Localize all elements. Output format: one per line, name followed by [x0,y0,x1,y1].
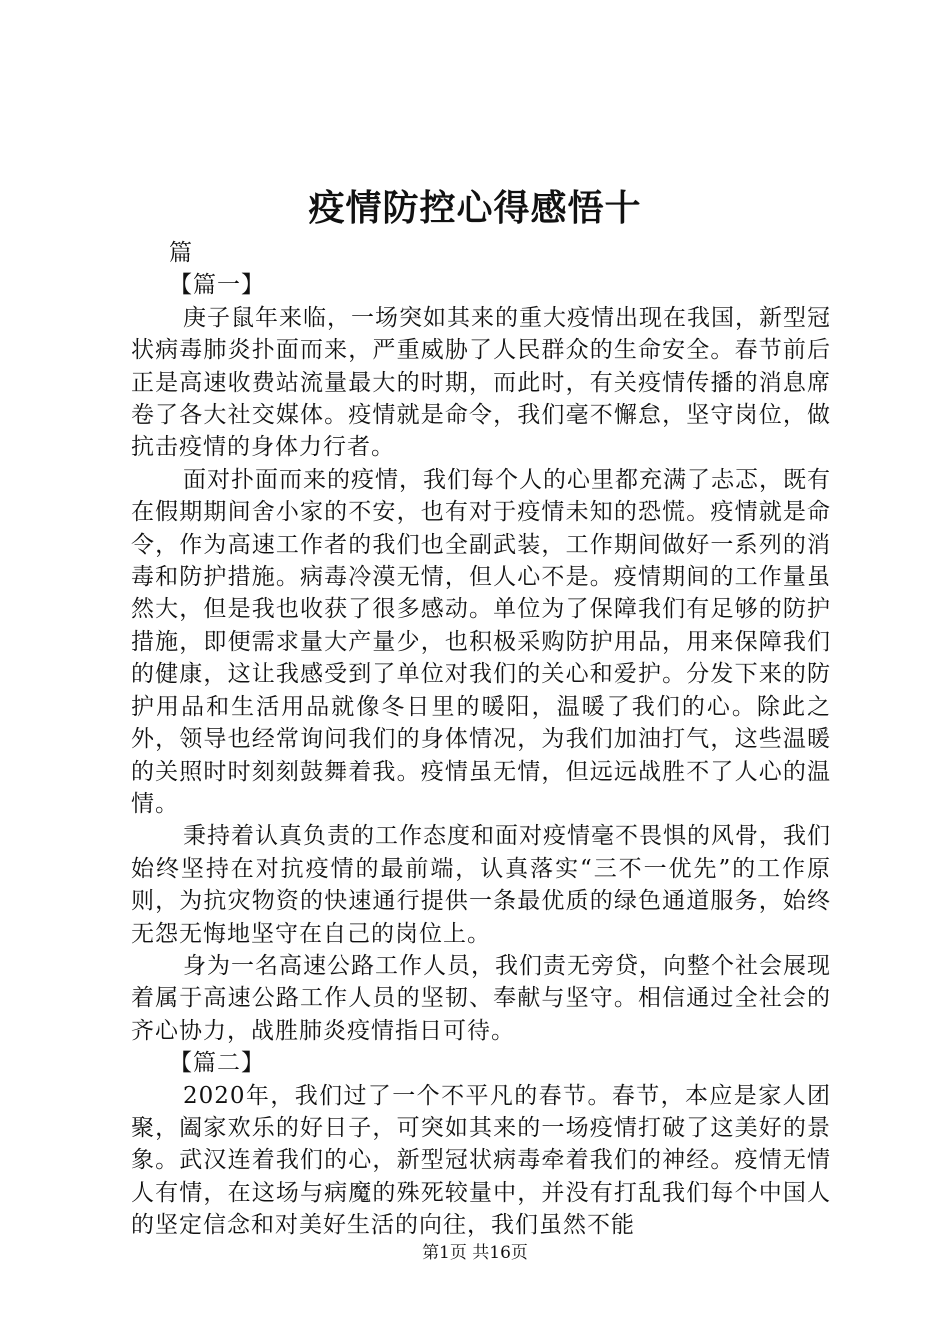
paragraph: 2020年，我们过了一个不平凡的春节。春节，本应是家人团聚，阖家欢乐的好日子，可突如其来的一场疫情打破了这美好的景象。武汉连着我们的心，新型冠状病毒牵着我们的神经。疫情无情人有情，在这场与病魔的殊死较量中，并没有打乱我们每个中国人的坚定信念和对美好生活的向往，我们虽然不能 [131,1082,831,1239]
document-title: 疫情防控心得感悟十 [308,187,642,229]
paragraph: 面对扑面而来的疫情，我们每个人的心里都充满了忐忑，既有在假期期间舍小家的不安，也有对于疫情未知的恐慌。疫情就是命令，作为高速工作者的我们也全副武装，工作期间做好一系列的消毒和防护措施。病毒冷漠无情，但人心不是。疫情期间的工作量虽然大，但是我也收获了很多感动。单位为了保障我们有足够的防护措施，即便需求量大产量少，也积极采购防护用品，用来保障我们的健康，这让我感受到了单位对我们的关心和爱护。分发下来的防护用品和生活用品就像冬日里的暖阳，温暖了我们的心。除此之外，领导也经常询问我们的身体情况，为我们加油打气，这些温暖的关照时时刻刻鼓舞着我。疫情虽无情，但远远战胜不了人心的温情。 [131,466,831,817]
section-heading: 【篇二】 [169,1050,265,1077]
paragraph: 秉持着认真负责的工作态度和面对疫情毫不畏惧的风骨，我们始终坚持在对抗疫情的最前端，认真落实“三不一优先”的工作原则，为抗灾物资的快速通行提供一条最优质的绿色通道服务，始终无怨无悔地坚守在自己的岗位上。 [131,823,831,947]
paragraph: 庚子鼠年来临，一场突如其来的重大疫情出现在我国，新型冠状病毒肺炎扑面而来，严重威胁了人民群众的生命安全。春节前后正是高速收费站流量最大的时期，而此时，有关疫情传播的消息席卷了各大社交媒体。疫情就是命令，我们毫不懈怠，坚守岗位，做抗击疫情的身体力行者。 [131,304,831,461]
paragraph: 身为一名高速公路工作人员，我们责无旁贷，向整个社会展现着属于高速公路工作人员的坚韧、奉献与坚守。相信通过全社会的齐心协力，战胜肺炎疫情指日可待。 [131,952,831,1044]
document-body [131,237,831,1242]
section-heading: 【篇一】 [169,272,265,299]
page-footer: 第1页 共16页 [422,1243,528,1263]
title-suffix: 篇 [169,240,193,266]
